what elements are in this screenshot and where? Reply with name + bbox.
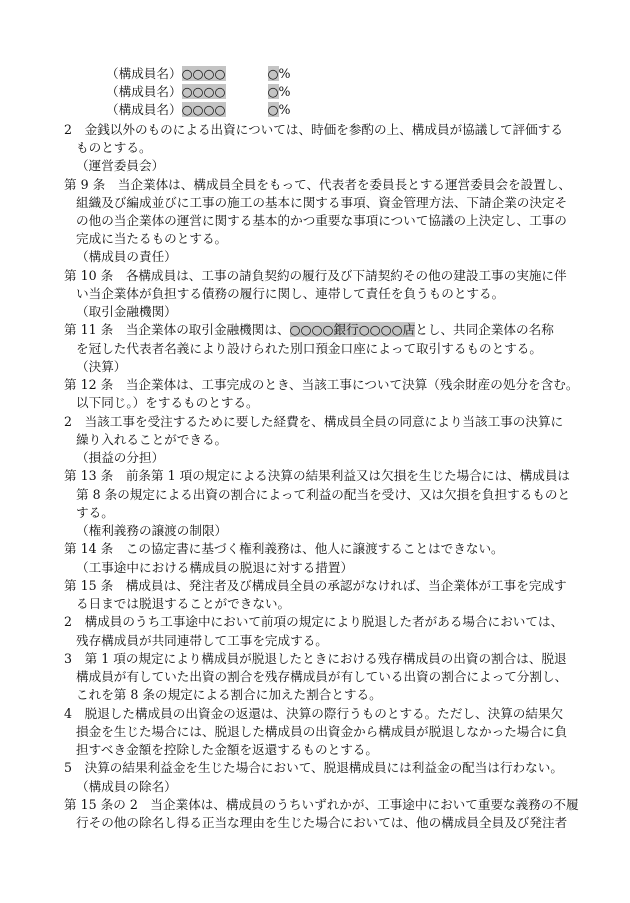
member-row	[106, 83, 291, 101]
member-row	[106, 65, 291, 83]
member-percent-field: ○	[267, 102, 279, 117]
paragraph-line: 組織及び編成並びに工事の施工の基本に関する事項、資金管理方法、下請企業の決定そ	[76, 195, 568, 210]
paragraph-line: 損金を生じた場合には、脱退した構成員の出資金から構成員が脱退しなかった場合に負	[76, 724, 568, 739]
paragraph-line: 2 当該工事を受注するために要した経費を、構成員全員の同意により当該工事の決算に	[64, 414, 564, 429]
paragraph-line: ものとする。	[76, 140, 152, 155]
paragraph-line: 残存構成員が共同連帯して工事を完成する。	[76, 633, 328, 648]
paragraph-line: 4 脱退した構成員の出資金の返還は、決算の際行うものとする。ただし、決算の結果欠	[64, 706, 564, 721]
paragraph-line: 第 8 条の規定による出資の割合によって利益の配当を受け、又は欠損を負担するものと	[76, 487, 571, 502]
member-name-field: ○○○○	[181, 102, 226, 117]
paragraph-line: る日までは脱退することができない。	[76, 596, 291, 611]
paragraph-line: 担すべき金額を控除した金額を返還するものとする。	[76, 742, 378, 757]
article11-prefix: 第 11 条 当企業体の取引金融機関は、	[64, 322, 290, 337]
paragraph-line: の他の当企業体の運営に関する基本的かつ重要な事項について協議の上決定し、工事の	[76, 213, 567, 228]
paragraph-line: 繰り入れることができる。	[76, 432, 228, 447]
percent-unit: %	[278, 84, 291, 99]
section-heading: （構成員の責任）	[76, 249, 177, 264]
paragraph-line: 構成員が有していた出資の割合を残存構成員が有している出資の割合によって分割し、	[76, 669, 568, 684]
article-line: 第 14 条 この協定書に基づく権利義務は、他人に譲渡することはできない。	[64, 541, 504, 556]
percent-unit: %	[278, 66, 291, 81]
member-row	[106, 101, 291, 119]
member-label: （構成員名）	[106, 66, 182, 81]
paragraph-line: する。	[76, 505, 114, 520]
article-line: 第 15 条 構成員は、発注者及び構成員全員の承認がなければ、当企業体が工事を完成す	[64, 578, 567, 593]
article-line: 第 12 条 当企業体は、工事完成のとき、当該工事について決算（残余財産の処分を含む。	[64, 377, 579, 392]
paragraph-line: 以下同じ。）をするものとする。	[76, 395, 259, 410]
paragraph-line: 5 決算の結果利益金を生じた場合において、脱退構成員には利益金の配当は行わない。	[64, 760, 563, 775]
paragraph-line: を冠した代表者名義により設けられた別口預金口座によって取引するものとする。	[76, 341, 542, 356]
paragraph-line: 2 金銭以外のものによる出資については、時価を参酌の上、構成員が協議して評価する	[64, 122, 563, 137]
article-line: 第 15 条の 2 当企業体は、構成員のうちいずれかが、工事途中において重要な義務の不履	[64, 797, 579, 812]
article-line: 第 13 条 前条第 1 項の規定による決算の結果利益又は欠損を生じた場合には、構成員は	[64, 468, 571, 483]
section-heading: （決算）	[76, 359, 127, 374]
paragraph-line: 2 構成員のうち工事途中において前項の規定により脱退した者がある場合においては、	[64, 614, 564, 629]
section-heading: （損益の分担）	[76, 450, 165, 465]
member-name-field: ○○○○	[181, 66, 226, 81]
paragraph-line: これを第 8 条の規定による割合に加えた割合とする。	[76, 687, 382, 702]
member-label: （構成員名）	[106, 84, 182, 99]
member-label: （構成員名）	[106, 102, 182, 117]
paragraph-line: い当企業体が負担する債務の履行に関し、連帯して責任を負うものとする。	[76, 286, 505, 301]
article11-suffix: とし、共同企業体の名称	[415, 322, 554, 337]
member-percent-field: ○	[267, 66, 279, 81]
bank-name-field: ○○○○銀行○○○○店	[289, 322, 416, 337]
article-line	[64, 321, 554, 339]
paragraph-line: 行その他の除名し得る正当な理由を生じた場合においては、他の構成員全員及び発注者	[76, 815, 568, 830]
percent-unit: %	[278, 102, 291, 117]
section-heading: （権利義務の譲渡の制限）	[76, 523, 228, 538]
section-heading: （構成員の除名）	[76, 779, 177, 794]
section-heading: （取引金融機関）	[76, 304, 177, 319]
article-line: 第 9 条 当企業体は、構成員全員をもって、代表者を委員長とする運営委員会を設置し、	[64, 177, 571, 192]
member-name-field: ○○○○	[181, 84, 226, 99]
section-heading: （運営委員会）	[76, 158, 165, 173]
article-line: 第 10 条 各構成員は、工事の請負契約の履行及び下請契約その他の建設工事の実施に伴	[64, 268, 567, 283]
paragraph-line: 完成に当たるものとする。	[76, 231, 228, 246]
section-heading: （工事途中における構成員の脱退に対する措置）	[76, 560, 354, 575]
paragraph-line: 3 第 1 項の規定により構成員が脱退したときにおける残存構成員の出資の割合は、脱退	[64, 651, 567, 666]
member-percent-field: ○	[267, 84, 279, 99]
